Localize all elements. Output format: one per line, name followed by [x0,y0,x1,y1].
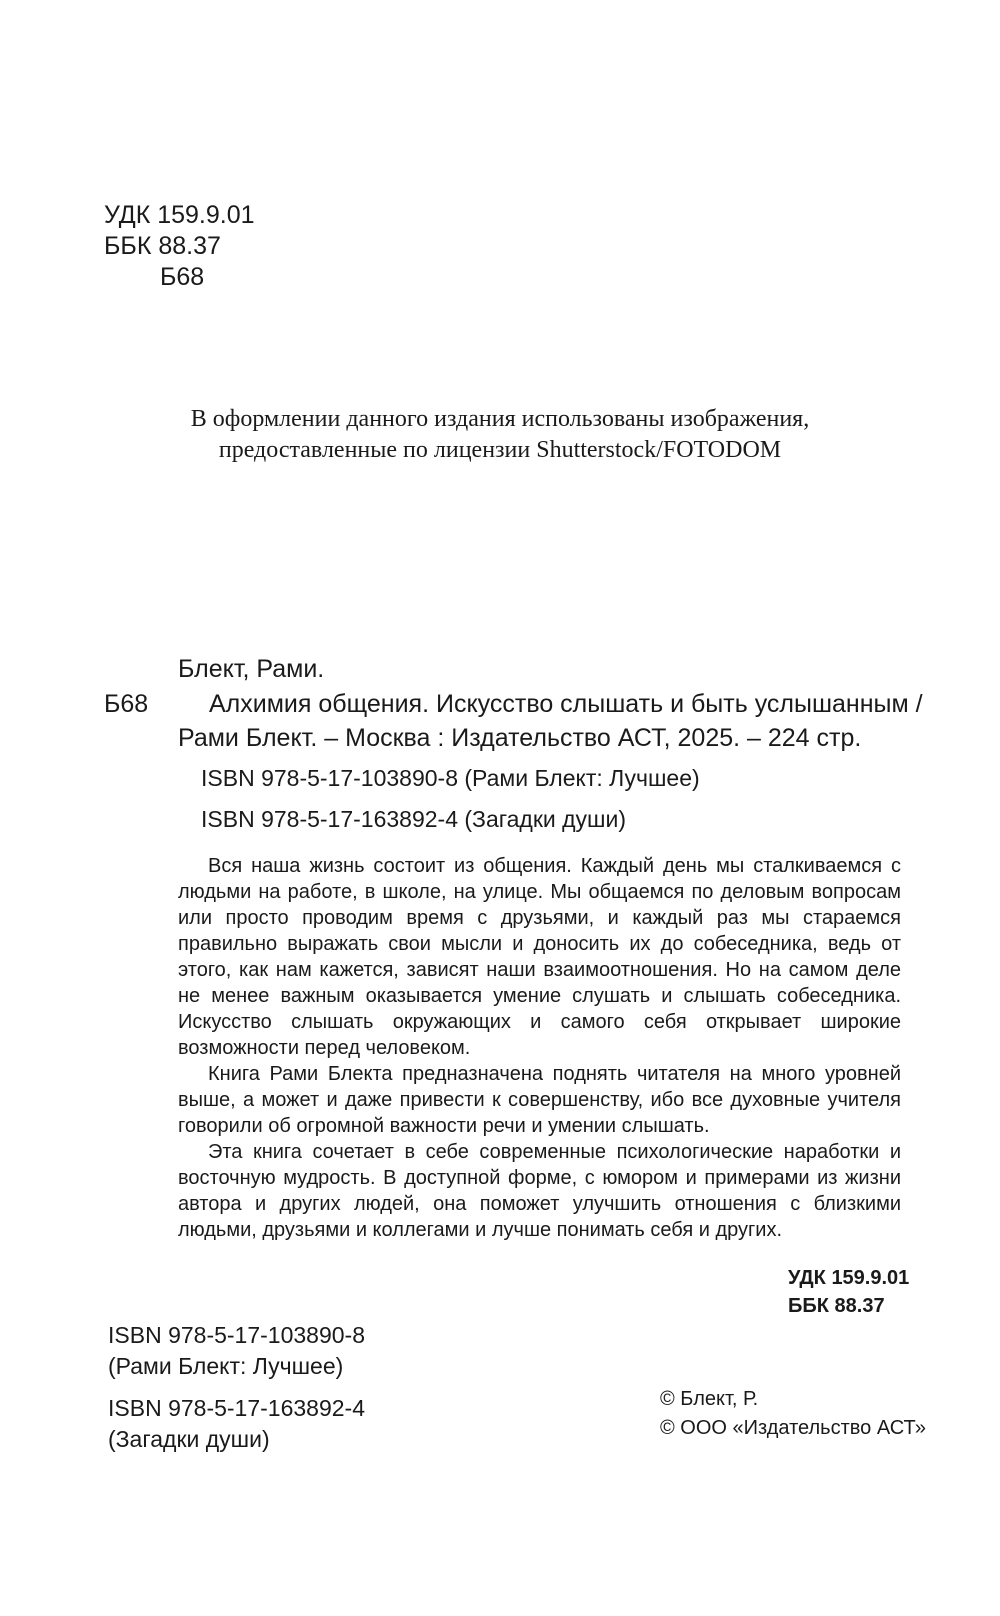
annotation-paragraph-2: Книга Рами Блекта предназначена поднять читателя на много уровней выше, а может и даже привести к совершенству, ибо все духовные учителя говорили об огромной важности речи и умении слышать. [178,1063,901,1137]
isbn-1: ISBN 978-5-17-103890-8 [108,1322,365,1348]
image-credit-line-2: предоставленные по лицензии Shutterstock/FOTODOM [218,437,782,463]
isbn-1-series: (Рами Блект: Лучшее) [108,1353,344,1379]
top-classification-codes [104,200,255,293]
image-credit [0,404,1000,466]
bbk-code: ББК 88.37 [104,232,221,260]
catalog-isbn-1: ISBN 978-5-17-103890-8 (Рами Блект: Лучшее) [201,765,700,791]
catalog-isbn-2: ISBN 978-5-17-163892-4 (Загадки души) [201,806,627,832]
copyright-publisher: © ООО «Издательство АСТ» [660,1417,926,1439]
annotation-paragraph-3: Эта книга сочетает в себе современные психологические наработки и восточную мудрость. В доступной форме, с юмором и примерами из жизни автора и других людей, она поможет улучшить отношения с близкими людьми, друзьями и коллегами и лучше понимать себя и других. [178,1141,901,1241]
bottom-bbk-code: ББК 88.37 [788,1295,885,1317]
annotation-paragraph-1: Вся наша жизнь состоит из общения. Каждый день мы сталкиваемся с людьми на работе, в школе, на улице. Мы общаемся по деловым вопросам или просто проводим время с друзьями, и каждый раз мы стараемся правильно выражать свои мысли и доносить их до собеседника, ведь от этого, как нам кажется, зависят наши взаимоотношения. Но на самом деле не менее важным оказывается умение слушать и слышать собеседника. Искусство слышать окружающих и самого себя открывает широкие возможности перед человеком. [178,855,901,1059]
author-sign: Б68 [160,263,205,291]
annotation [178,853,901,1243]
catalog-title-line-2: Рами Блект. – Москва : Издательство АСТ, 2025. – 224 стр. [178,724,862,752]
bottom-classification-codes [788,1264,909,1320]
image-credit-line-1: В оформлении данного издания использованы изображения, [190,406,810,432]
isbn-2: ISBN 978-5-17-163892-4 [108,1395,365,1421]
bottom-udk-code: УДК 159.9.01 [788,1267,910,1289]
copyright-author: © Блект, Р. [660,1388,759,1410]
catalog-author: Блект, Рами. [178,655,325,683]
catalog-title-line-1: Алхимия общения. Искусство слышать и быть услышанным / [209,690,923,718]
udk-code: УДК 159.9.01 [104,201,255,229]
copyright-block [660,1385,926,1443]
isbn-2-series: (Загадки души) [108,1426,270,1452]
isbn-block [108,1320,365,1455]
catalog-author-sign: Б68 [104,690,149,718]
